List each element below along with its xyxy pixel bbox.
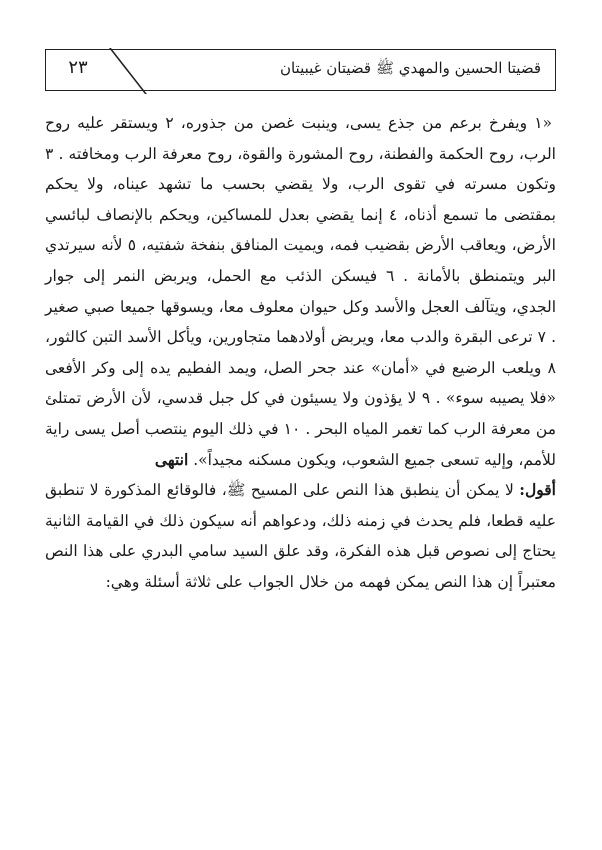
commentary-lead: أقول: bbox=[519, 480, 556, 500]
quoted-passage-text: «١ ويفرخ برعم من جذع يسى، وينبت غصن من جذوره، ٢ ويستقر عليه روح الرب، روح الحكمة والفطنة، روح المشورة والقوة، روح معرفة الرب ومخافته . ٣ وتكون مسرته في تقوى الرب، ولا يقضي بحسب ما تشهد عيناه، ولا يحكم بمقتضى ما تسمع أذناه، ٤ إنما يقضي بعدل للمساكين، ويحكم بالإنصاف لبائسي الأرض، ويعاقب الأرض بقضيب فمه، ويميت المنافق بنفخة شفتيه، ٥ لأنه سيرتدي البر ويتمنطق بالأمانة . ٦ فيسكن الذئب مع الحمل، ويربض النمر إلى جوار الجدي، ويتآلف العجل والأسد وكل حيوان معلوف معا، ويسوقها جميعا صبي صغير . ٧ ترعى البقرة والدب معا، ويربض أولادهما متجاورين، ويأكل الأسد التبن كالثور، ٨ ويلعب الرضيع في «أمان» عند جحر الصل، ويمد الفطيم يده إلى وكر الأفعى «فلا يصيبه سوء» . ٩ لا يؤذون ولا يسيئون في كل جبل قدسي، لأن الأرض تمتلئ من معرفة الرب كما تغمر المياه البحر . ١٠ في ذلك اليوم ينتصب أصل يسى راية للأمم، وإليه تسعى جميع الشعوب، ويكون مسكنه مجيداً». bbox=[45, 114, 557, 469]
header-divider bbox=[109, 48, 146, 94]
quoted-passage-paragraph bbox=[45, 108, 556, 475]
page-header bbox=[45, 49, 556, 91]
page-body bbox=[45, 108, 556, 598]
passage-end-marker: انتهى bbox=[154, 449, 189, 469]
running-title: قضيتا الحسين والمهدي ﷺ قضيتان غيبيتان bbox=[279, 59, 541, 77]
commentary-text: لا يمكن أن ينطبق هذا النص على المسيح ﷺ، فالوقائع المذكورة لا تنطبق عليه قطعا، فلم يحدث في زمنه ذلك، ودعواهم أنه سيكون ذلك في القيامة الثانية يحتاج إلى نصوص قبل هذه الفكرة، وقد علق السيد سامي البدري على هذا النص معتبراً إن هذا النص يمكن فهمه من خلال الجواب على ثلاثة أسئلة وهي: bbox=[45, 481, 556, 591]
page-number: ٢٣ bbox=[68, 57, 88, 78]
commentary-paragraph bbox=[45, 475, 556, 597]
